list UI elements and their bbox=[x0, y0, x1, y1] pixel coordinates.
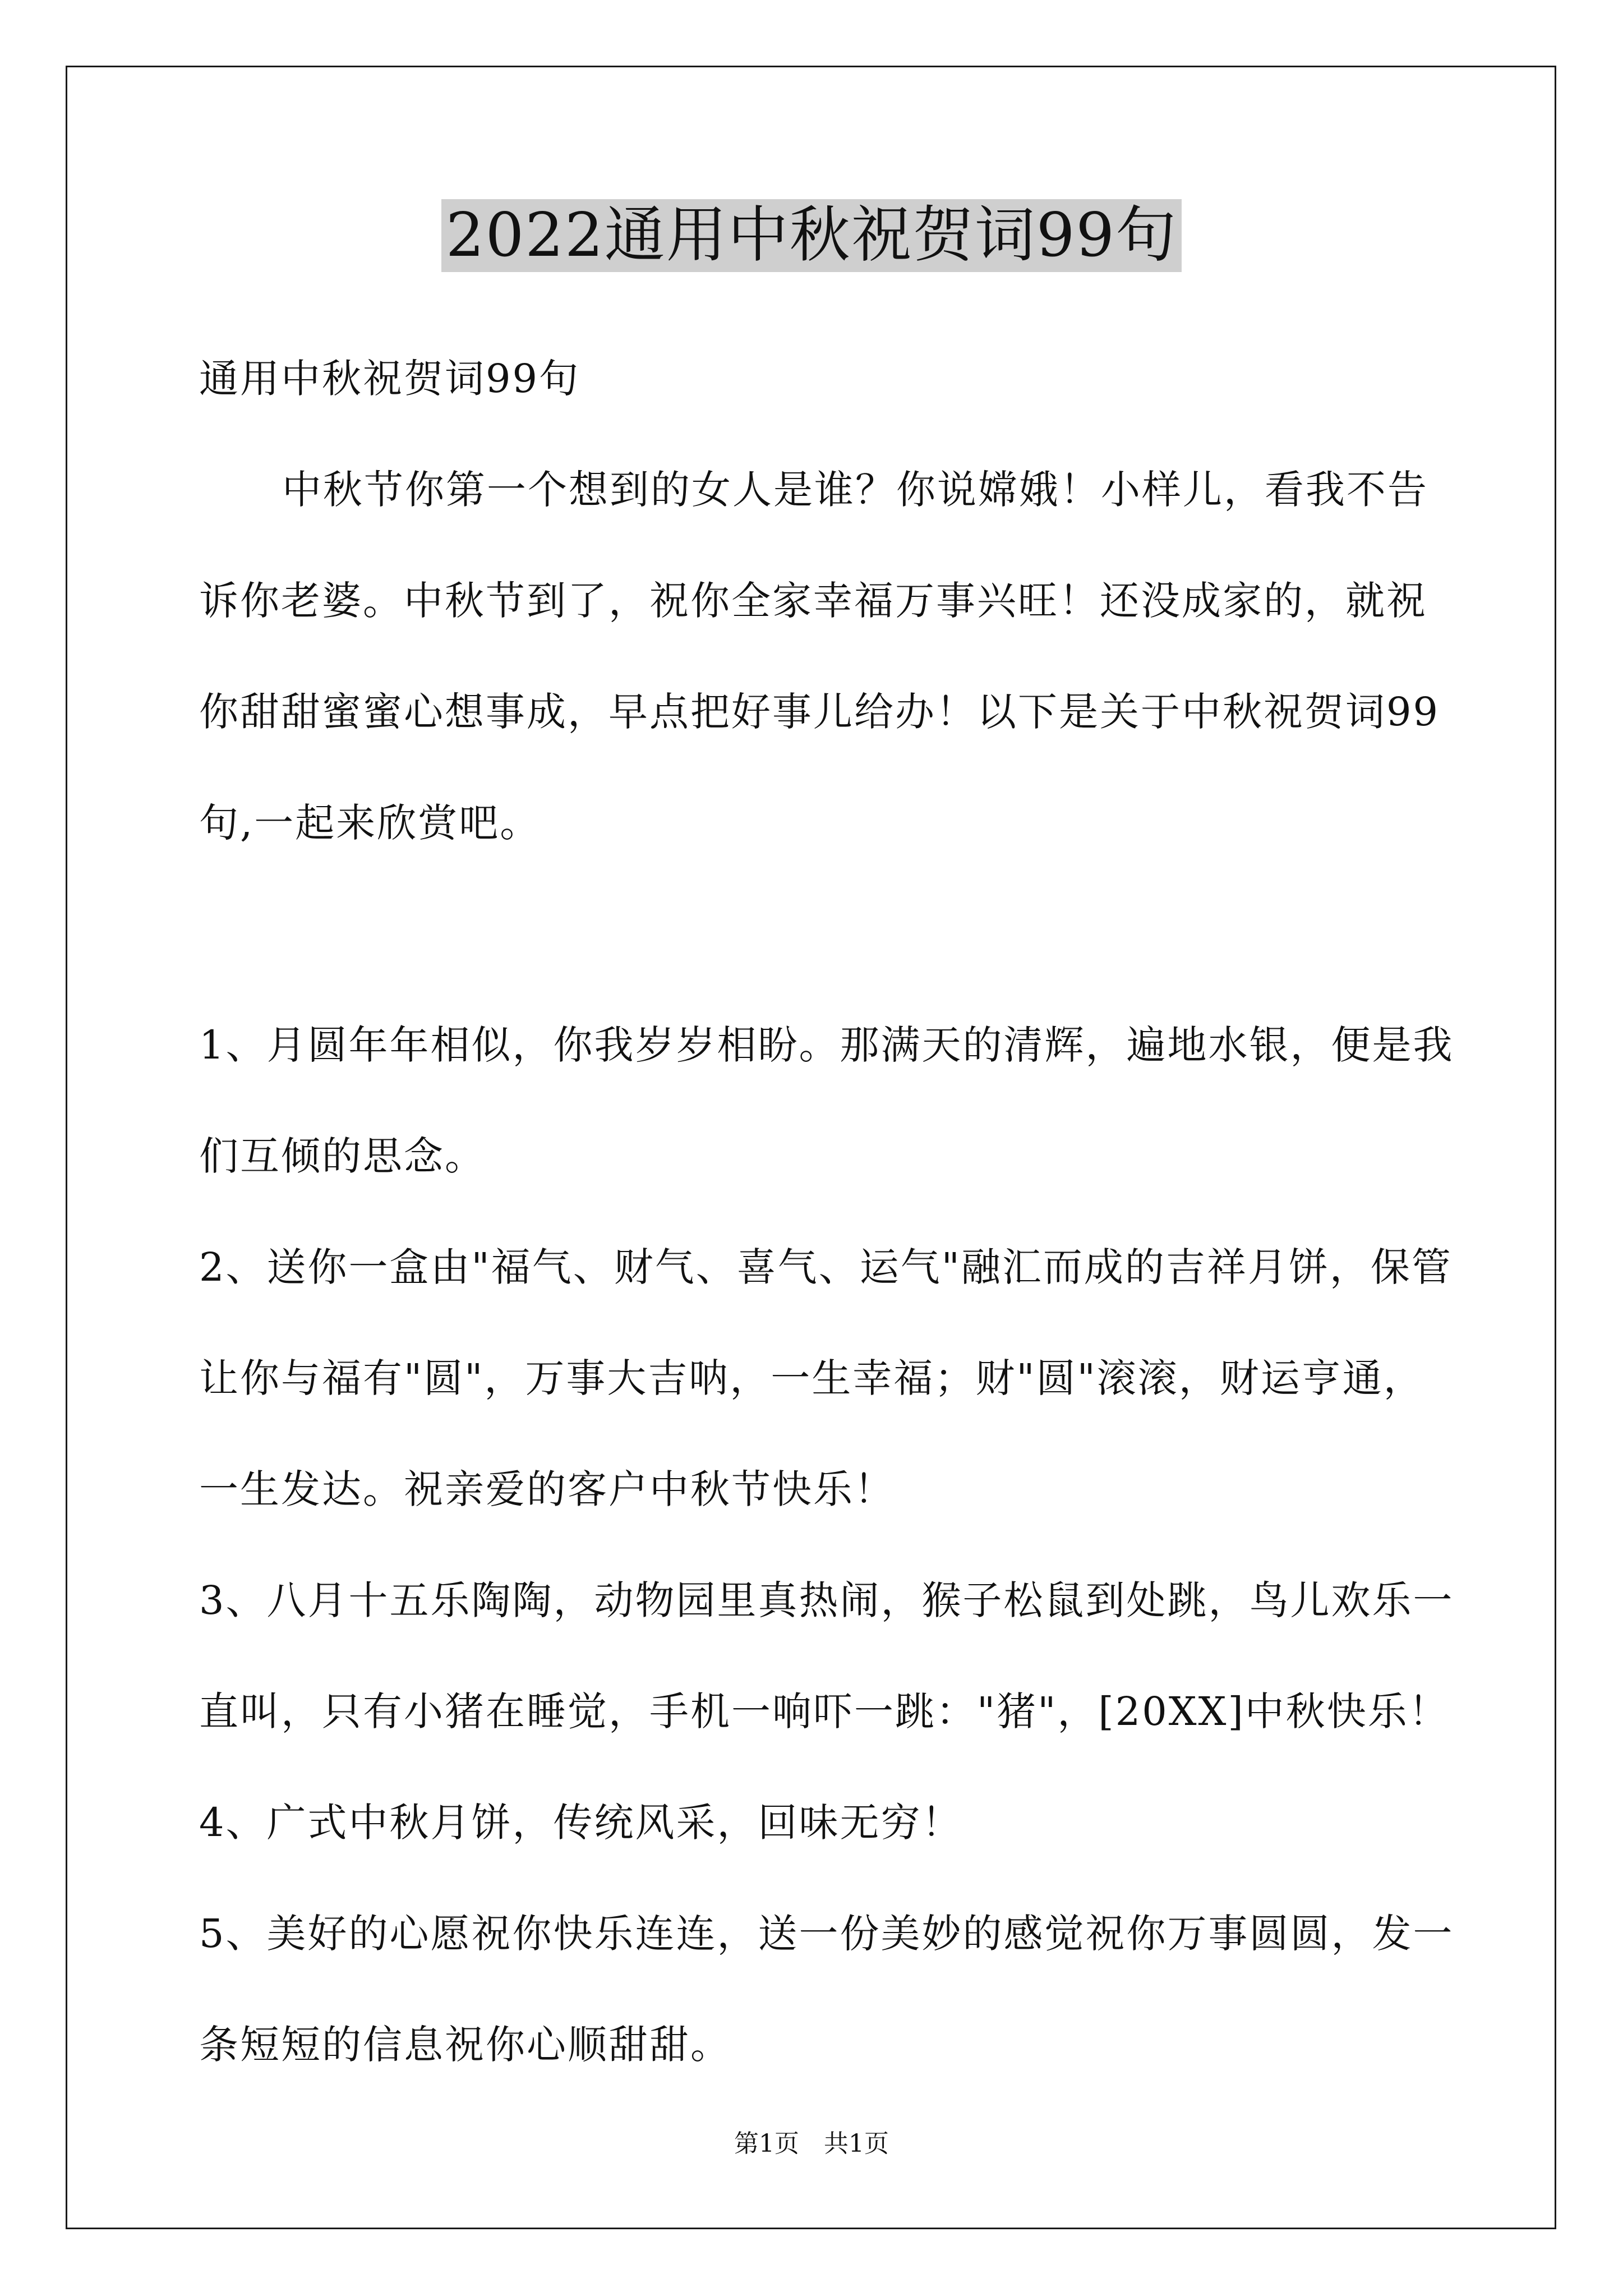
item-line: 直叫，只有小猪在睡觉，手机一响吓一跳："猪"，[20XX]中秋快乐！ bbox=[199, 1688, 1450, 1734]
page-footer: 第1页 共1页 bbox=[734, 2129, 889, 2158]
document-subtitle: 通用中秋祝贺词99句 bbox=[199, 356, 580, 402]
document-body bbox=[199, 351, 1454, 2128]
paragraph-spacer bbox=[199, 906, 1433, 1017]
item-line: 3、八月十五乐陶陶，动物园里真热闹，猴子松鼠到处跳，鸟儿欢乐一 bbox=[199, 1577, 1454, 1623]
title-container bbox=[0, 199, 1623, 272]
intro-line: 句,一起来欣赏吧。 bbox=[199, 800, 541, 846]
intro-line: 诉你老婆。中秋节到了，祝你全家幸福万事兴旺！还没成家的，就祝 bbox=[199, 578, 1427, 624]
document-title: 2022通用中秋祝贺词99句 bbox=[441, 199, 1182, 272]
item-line: 们互倾的思念。 bbox=[199, 1133, 486, 1179]
intro-line: 你甜甜蜜蜜心想事成，早点把好事儿给办！以下是关于中秋祝贺词99 bbox=[199, 689, 1440, 735]
intro-line: 中秋节你第一个想到的女人是谁？你说嫦娥！小样儿，看我不告 bbox=[282, 467, 1428, 513]
item-line: 5、美好的心愿祝你快乐连连，送一份美妙的感觉祝你万事圆圆，发一 bbox=[199, 1911, 1454, 1957]
item-line: 一生发达。祝亲爱的客户中秋节快乐！ bbox=[199, 1466, 895, 1512]
item-line: 1、月圆年年相似，你我岁岁相盼。那满天的清辉，遍地水银，便是我 bbox=[199, 1022, 1454, 1068]
item-line: 4、广式中秋月饼，传统风采，回味无穷！ bbox=[199, 1800, 963, 1846]
item-line: 让你与福有"圆"，万事大吉呐，一生幸福；财"圆"滚滚，财运亨通， bbox=[199, 1355, 1424, 1401]
item-line: 条短短的信息祝你心顺甜甜。 bbox=[199, 2022, 731, 2068]
item-line: 2、送你一盒由"福气、财气、喜气、运气"融汇而成的吉祥月饼，保管 bbox=[199, 1244, 1453, 1290]
